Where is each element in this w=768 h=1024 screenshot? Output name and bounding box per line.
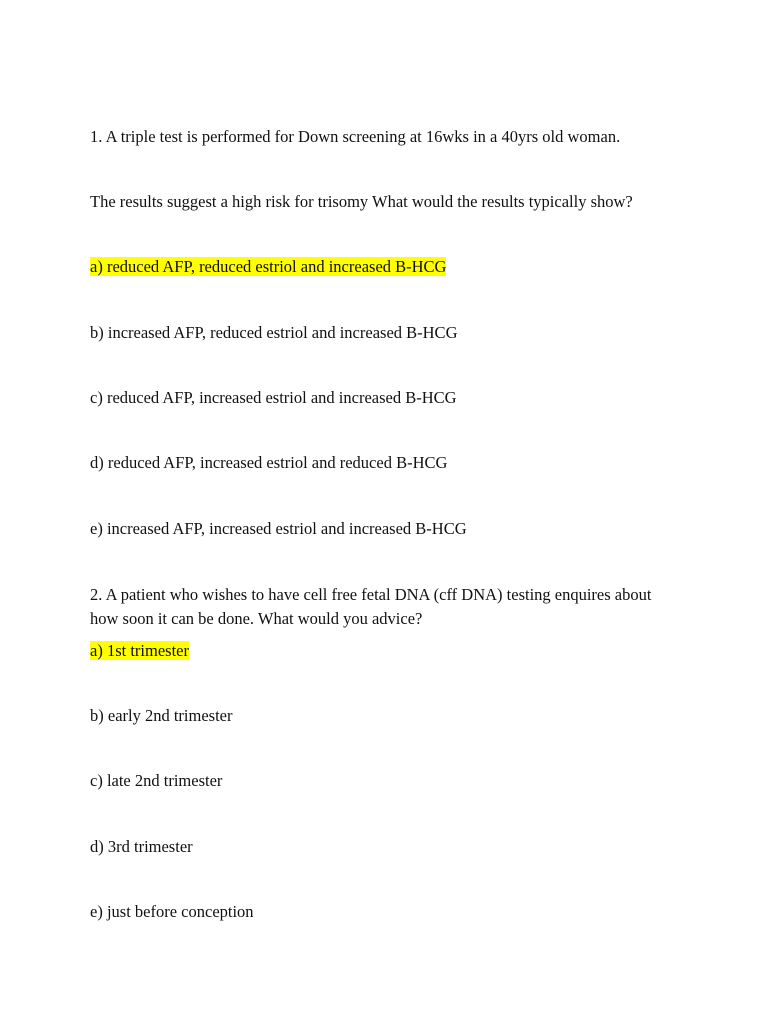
question-1-stem-line-2: The results suggest a high risk for trisomy What would the results typically show? [90,192,633,211]
question-1-option-b: b) increased AFP, reduced estriol and increased B-HCG [90,323,458,342]
question-2-option-c: c) late 2nd trimester [90,771,223,790]
highlighted-answer: a) reduced AFP, reduced estriol and increased B-HCG [90,257,447,276]
question-2-option-e: e) just before conception [90,902,254,921]
question-1-option-a [90,255,446,279]
question-1-option-d: d) reduced AFP, increased estriol and reduced B-HCG [90,453,448,472]
question-1-stem-line-1: 1. A triple test is performed for Down screening at 16wks in a 40yrs old woman. [90,127,621,146]
question-2-stem: 2. A patient who wishes to have cell free fetal DNA (cff DNA) testing enquires about how soon it can be done. What would you advice? [90,585,652,628]
question-2-option-b: b) early 2nd trimester [90,706,233,725]
question-1-option-c: c) reduced AFP, increased estriol and increased B-HCG [90,388,457,407]
highlighted-answer: a) 1st trimester [90,641,189,660]
question-2-option-d: d) 3rd trimester [90,837,193,856]
question-1-option-e: e) increased AFP, increased estriol and increased B-HCG [90,519,467,538]
question-2-option-a [90,639,189,663]
